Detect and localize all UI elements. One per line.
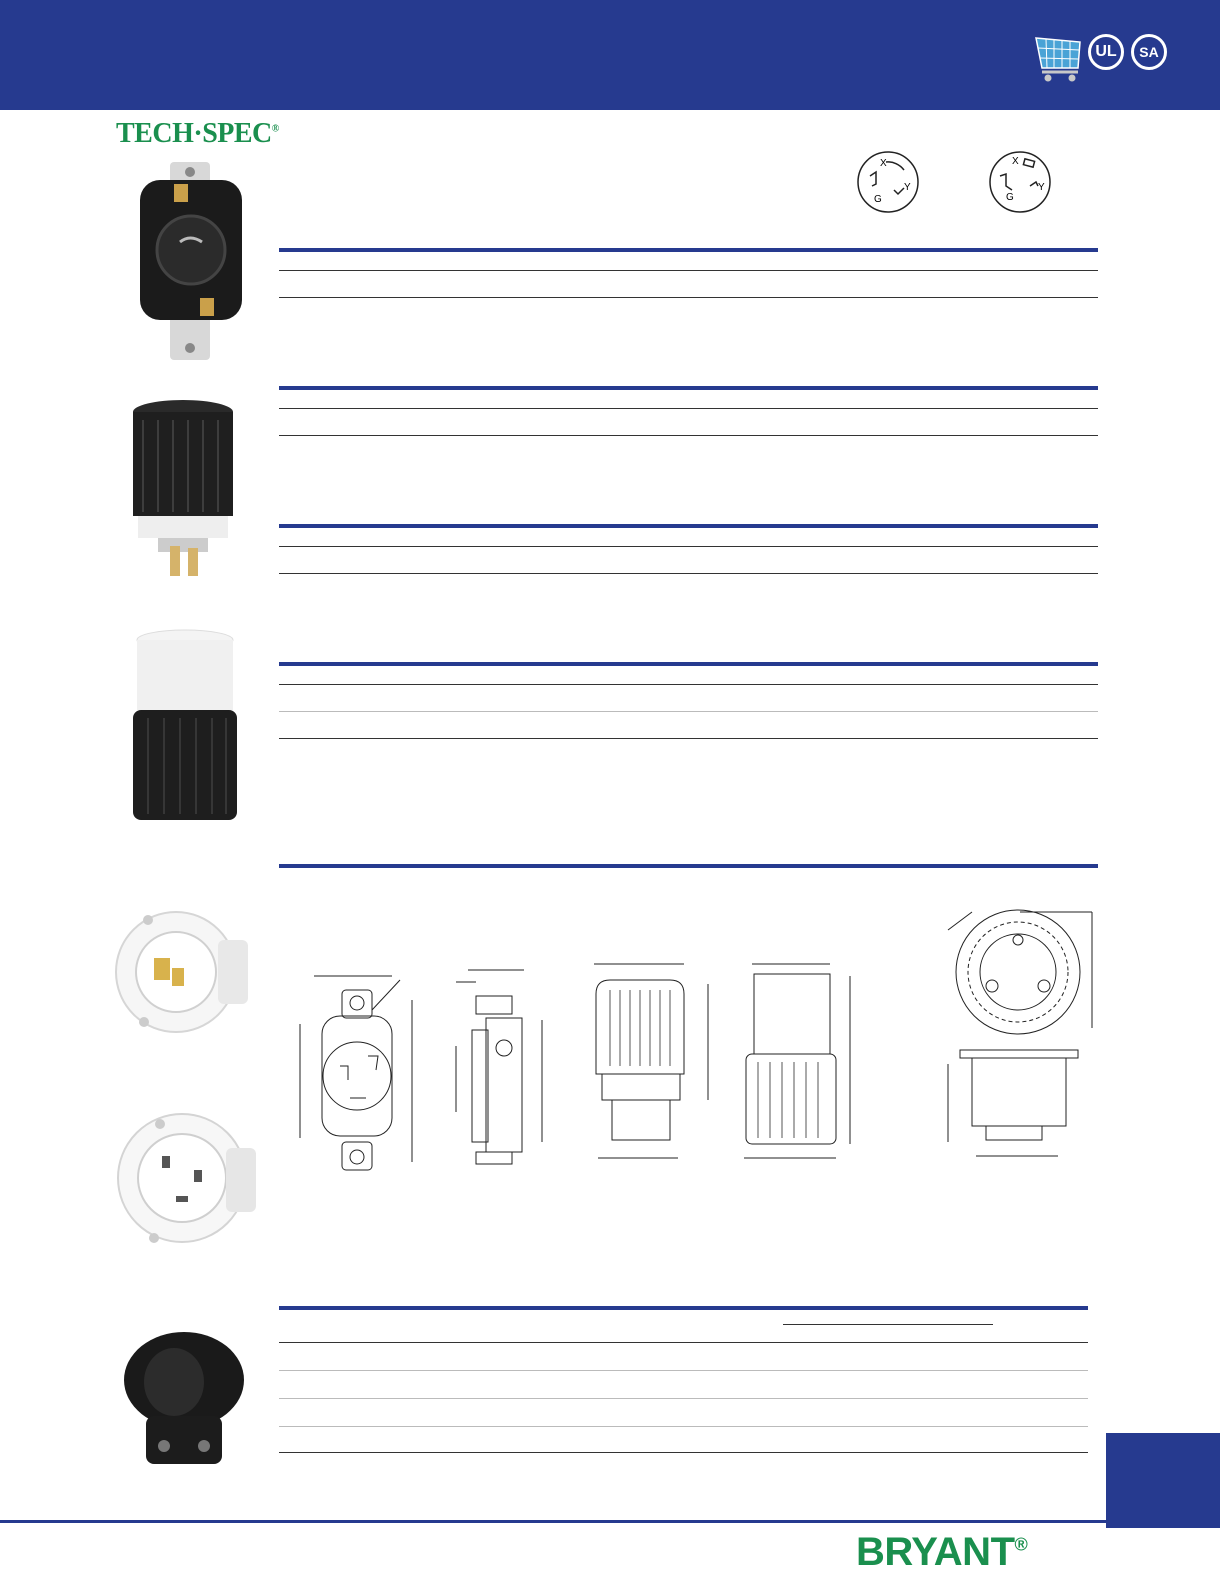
table-rule (279, 711, 1098, 712)
footer-rule (0, 1520, 1106, 1523)
bryant-registered-mark: ® (1014, 1534, 1028, 1555)
dimension-drawings (280, 880, 1100, 1180)
table-rule (279, 1370, 1088, 1371)
single-receptacle-photo (136, 162, 246, 360)
weatherproof-cover-photo (118, 1328, 250, 1468)
plug-terminal-x: X (1012, 156, 1019, 167)
csa-mark-text: SA (1139, 44, 1159, 60)
locking-connector-photo (130, 628, 240, 828)
bryant-logo-text: BRYANT (856, 1530, 1015, 1574)
section-rule (279, 248, 1098, 252)
table-rule (279, 408, 1098, 409)
flanged-inlet-photo (114, 898, 252, 1046)
table-rule (279, 1426, 1088, 1427)
section-rule (279, 1306, 1088, 1310)
ul-mark-text: UL (1095, 43, 1117, 60)
csa-certification-icon (1131, 34, 1167, 70)
techspec-registered-mark: ® (271, 123, 279, 135)
page-side-tab (1106, 1433, 1220, 1528)
table-rule (279, 1452, 1088, 1453)
table-rule (279, 435, 1098, 436)
locking-plug-photo (128, 398, 238, 578)
shopping-cart-icon[interactable] (1034, 30, 1084, 82)
table-group-rule (783, 1324, 993, 1325)
plug-terminal-g: G (1006, 192, 1014, 203)
plug-terminal-y: Y (1038, 182, 1045, 193)
table-rule (279, 1342, 1088, 1343)
section-rule (279, 662, 1098, 666)
techspec-logo-text: TECH·SPEC (116, 118, 272, 149)
table-rule (279, 738, 1098, 739)
table-rule (279, 270, 1098, 271)
section-rule (279, 864, 1098, 868)
bryant-logo (856, 1530, 1027, 1575)
table-rule (279, 573, 1098, 574)
ul-certification-icon (1088, 34, 1124, 70)
plug-wiring-diagram (988, 150, 1052, 214)
section-rule (279, 524, 1098, 528)
section-rule (279, 386, 1098, 390)
table-rule (279, 297, 1098, 298)
table-rule (279, 546, 1098, 547)
table-rule (279, 1398, 1088, 1399)
receptacle-wiring-diagram (856, 150, 920, 214)
receptacle-terminal-y: Y (904, 182, 911, 193)
techspec-logo (116, 118, 279, 150)
table-rule (279, 684, 1098, 685)
receptacle-terminal-x: X (880, 158, 887, 169)
receptacle-terminal-g: G (874, 194, 882, 205)
flanged-outlet-photo (110, 1104, 258, 1252)
